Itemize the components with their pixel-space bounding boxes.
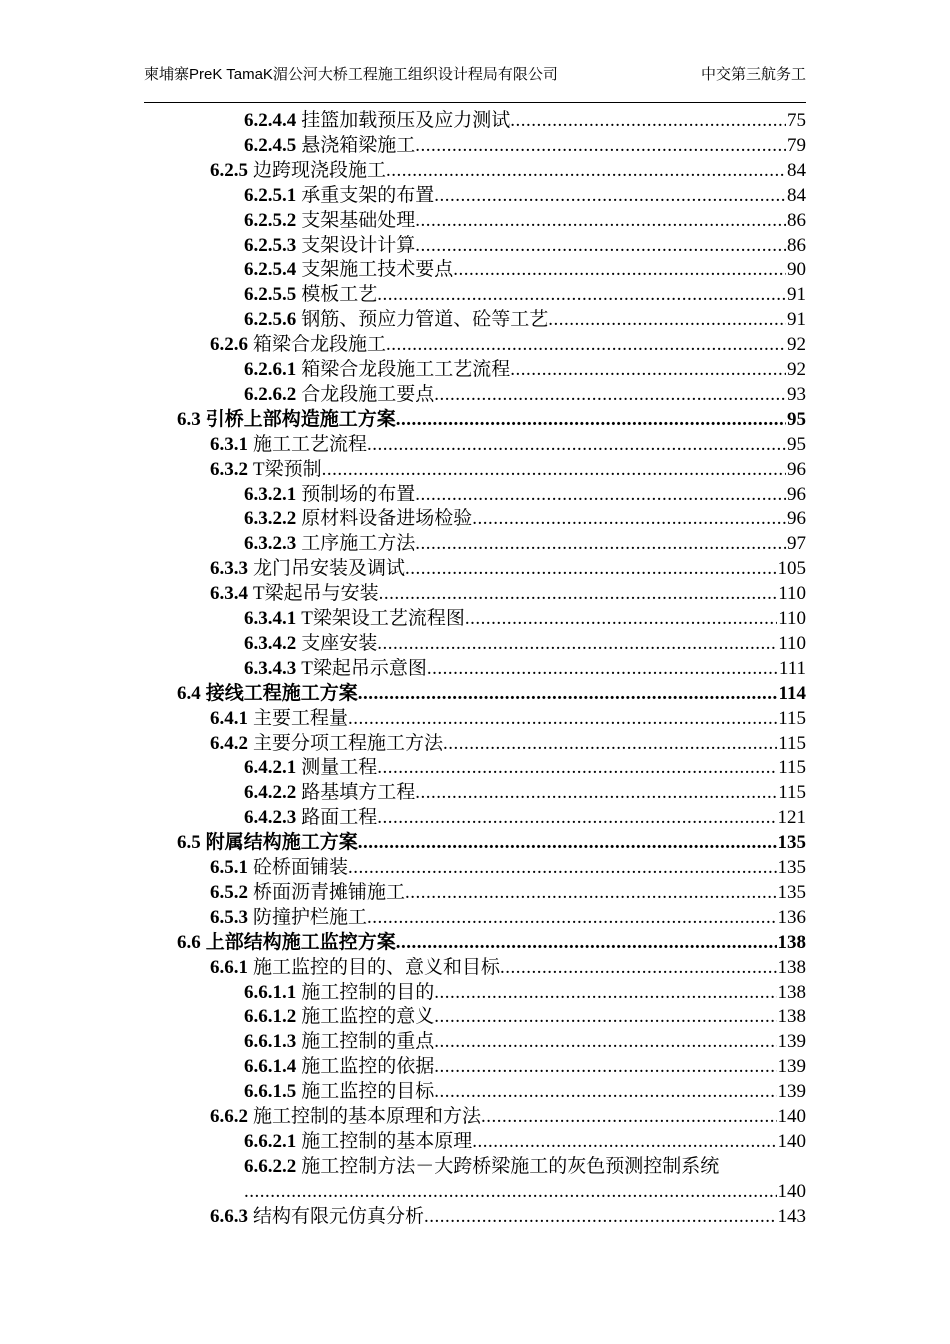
toc-entry-number: 6.5 [177, 832, 201, 854]
toc-entry-number: 6.6.1.4 [244, 1056, 297, 1078]
toc-entry-page-number: 86 [787, 209, 806, 231]
header-right-text: 中交第三航务工 [700, 66, 806, 83]
toc-entry-title: 桥面沥青摊铺施工 [253, 881, 406, 903]
dot-leader [548, 307, 786, 332]
dot-leader [348, 706, 777, 731]
toc-entry-number: 6.3.3 [210, 558, 248, 580]
dot-leader [405, 880, 776, 905]
dot-leader [377, 755, 777, 780]
toc-entry-title: 挂篮加载预压及应力测试 [301, 110, 511, 131]
dot-leader [434, 1054, 776, 1079]
toc-entry[interactable] [244, 606, 806, 631]
toc-entry-page-number: 135 [777, 857, 806, 878]
toc-entry[interactable] [244, 133, 806, 158]
dot-leader [358, 681, 778, 706]
toc-entry-number: 6.4.2.1 [244, 757, 297, 779]
toc-entry-number: 6.2.6 [210, 334, 248, 356]
toc-entry-page-number: 84 [787, 159, 806, 181]
dot-leader [367, 432, 786, 457]
toc-entry-title: 施工控制方法－大跨桥梁施工的灰色预测控制系统 [301, 1155, 720, 1177]
toc-entry[interactable] [244, 631, 806, 656]
toc-entry-page-number: 115 [778, 757, 806, 779]
toc-entry-page-number: 110 [778, 583, 806, 605]
toc-entry[interactable] [210, 457, 806, 482]
dot-leader [386, 158, 786, 183]
dot-leader [510, 357, 786, 382]
toc-entry-page-number: 138 [777, 931, 806, 953]
toc-entry[interactable] [210, 158, 806, 183]
toc-entry[interactable] [244, 307, 806, 332]
dot-leader [415, 780, 777, 805]
toc-entry-page-number: 110 [778, 608, 806, 629]
toc-entry-number: 6.6.1.2 [244, 1006, 297, 1028]
toc-entry-number: 6.3.2 [210, 458, 248, 480]
toc-entry-page-number: 95 [787, 433, 806, 455]
toc-entry-page-number: 138 [777, 1006, 806, 1028]
dot-leader [415, 482, 786, 507]
toc-entry-page-number: 140 [777, 1180, 806, 1202]
toc-entry-number: 6.3.2.1 [244, 483, 297, 505]
toc-entry-title: 路面工程 [301, 807, 378, 829]
dot-leader [434, 1004, 776, 1029]
toc-entry-title: 工序施工方法 [301, 533, 416, 555]
toc-entry-title: 结构有限元仿真分析 [253, 1205, 425, 1227]
toc-entry-number: 6.3.1 [210, 433, 248, 455]
toc-entry[interactable] [244, 531, 806, 556]
toc-entry[interactable] [244, 780, 806, 805]
toc-entry-number: 6.3.2.2 [244, 508, 297, 530]
toc-entry-number: 6.2.5.3 [244, 234, 297, 256]
toc-entry-title: 施工控制的基本原理和方法 [253, 1106, 482, 1127]
toc-entry-title: 悬浇箱梁施工 [301, 134, 416, 156]
toc-entry-page-number: 110 [778, 632, 806, 654]
toc-entry-title: 施工监控的依据 [301, 1056, 435, 1078]
toc-entry[interactable] [177, 930, 806, 955]
toc-entry[interactable] [210, 731, 806, 756]
toc-entry[interactable] [210, 432, 806, 457]
dot-leader [396, 407, 786, 432]
dot-leader [244, 1179, 777, 1204]
dot-leader [434, 183, 786, 208]
toc-entry-page-number: 92 [787, 359, 806, 380]
toc-entry[interactable] [244, 1129, 806, 1154]
toc-entry-number: 6.2.5 [210, 159, 248, 181]
toc-entry[interactable] [244, 382, 806, 407]
toc-entry-title: 模板工艺 [301, 284, 378, 306]
dot-leader [379, 581, 778, 606]
toc-entry-number: 6.3.4 [210, 583, 248, 605]
toc-entry-title: 接线工程施工方案 [205, 682, 358, 704]
toc-entry-number: 6.2.5.4 [244, 259, 297, 281]
dot-leader [500, 955, 776, 980]
header-left-text: 柬埔寨PreK TamaK湄公河大桥工程施工组织设计程局有限公司 [144, 66, 558, 83]
toc-entry-number: 6.6.1.3 [244, 1031, 297, 1053]
toc-entry-number: 6.3 [177, 408, 201, 430]
toc-entry-number: 6.2.5.6 [244, 309, 297, 331]
dot-leader [434, 382, 786, 407]
toc-entry-page-number: 115 [778, 732, 806, 754]
toc-entry-title: 施工工艺流程 [253, 433, 368, 455]
toc-entry-title: 附属结构施工方案 [205, 832, 358, 854]
toc-entry-title: 引桥上部构造施工方案 [205, 408, 396, 430]
toc-entry[interactable] [244, 755, 806, 780]
toc-entry-title: 施工控制的重点 [301, 1031, 435, 1053]
toc-entry-page-number: 135 [777, 881, 806, 903]
toc-entry-page-number: 75 [787, 110, 806, 131]
toc-entry[interactable] [244, 183, 806, 208]
toc-entry[interactable] [244, 1079, 806, 1104]
toc-entry-title: 上部结构施工监控方案 [205, 931, 396, 953]
toc-entry-number: 6.5.3 [210, 906, 248, 928]
toc-entry-page-number: 136 [777, 906, 806, 928]
dot-leader [415, 208, 786, 233]
toc-entry-title: 砼桥面铺装 [253, 857, 349, 878]
toc-entry-number: 6.6.2.1 [244, 1130, 297, 1152]
toc-entry-number: 6.6.2.2 [244, 1155, 297, 1177]
toc-entry-page-number: 140 [777, 1106, 806, 1127]
toc-entry-title: T梁起吊示意图 [301, 657, 427, 679]
toc-entry-number: 6.2.6.2 [244, 383, 297, 405]
toc-entry[interactable] [244, 1004, 806, 1029]
dot-leader [405, 556, 776, 581]
dot-leader [427, 656, 778, 681]
toc-entry[interactable] [244, 805, 806, 830]
toc-entry-title: 防撞护栏施工 [253, 906, 368, 928]
header-divider [144, 102, 806, 103]
toc-entry-title: 预制场的布置 [301, 483, 416, 505]
toc-entry-page-number: 93 [787, 383, 806, 405]
toc-entry-number: 6.6.3 [210, 1205, 248, 1227]
toc-entry[interactable] [210, 332, 806, 357]
toc-entry-page-number: 86 [787, 234, 806, 256]
toc-entry-title: T梁起吊与安装 [253, 583, 379, 605]
toc-entry-title: 承重支架的布置 [301, 184, 435, 206]
toc-entry-page-number: 95 [787, 408, 806, 430]
dot-leader [434, 1079, 776, 1104]
toc-entry-continuation[interactable] [244, 1179, 806, 1204]
dot-leader [386, 332, 786, 357]
dot-leader [367, 905, 776, 930]
toc-entry-page-number: 115 [778, 707, 806, 729]
toc-entry-number: 6.2.4.5 [244, 134, 297, 156]
dot-leader [465, 606, 777, 631]
toc-entry-page-number: 96 [787, 458, 806, 480]
toc-entry-title: 龙门吊安装及调试 [253, 558, 406, 580]
toc-entry-title: 支座安装 [301, 632, 378, 654]
toc-entry-number: 6.2.4.4 [244, 110, 297, 131]
toc-entry-page-number: 138 [777, 981, 806, 1003]
toc-entry-number: 6.3.4.3 [244, 657, 297, 679]
toc-entry-number: 6.6.1 [210, 956, 248, 978]
toc-entry-number: 6.6.2 [210, 1106, 248, 1127]
toc-entry[interactable] [244, 257, 806, 282]
toc-entry-page-number: 135 [777, 832, 806, 854]
toc-entry-number: 6.4 [177, 682, 201, 704]
toc-entry-page-number: 140 [777, 1130, 806, 1152]
toc-entry-title: T梁预制 [253, 458, 322, 480]
toc-entry-title: 边跨现浇段施工 [253, 159, 387, 181]
dot-leader [472, 1129, 776, 1154]
dot-leader [358, 830, 777, 855]
toc-entry[interactable] [177, 830, 806, 855]
toc-entry-title: T梁架设工艺流程图 [301, 608, 465, 629]
toc-entry-number: 6.6.1.5 [244, 1081, 297, 1103]
dot-leader [348, 855, 776, 880]
toc-entry-page-number: 91 [787, 309, 806, 331]
toc-entry-title: 原材料设备进场检验 [301, 508, 473, 530]
dot-leader [453, 257, 786, 282]
toc-entry-page-number: 114 [778, 682, 806, 704]
toc-entry-number: 6.4.2 [210, 732, 248, 754]
toc-entry-title: 钢筋、预应力管道、砼等工艺 [301, 309, 549, 331]
toc-entry-page-number: 96 [787, 508, 806, 530]
toc-entry-title: 施工监控的意义 [301, 1006, 435, 1028]
toc-entry[interactable] [244, 980, 806, 1005]
toc-entry[interactable] [244, 1029, 806, 1054]
toc-entry-title: 主要分项工程施工方法 [253, 732, 444, 754]
toc-entry-number: 6.4.2.3 [244, 807, 297, 829]
toc-entry-title: 路基填方工程 [301, 782, 416, 804]
toc-entry[interactable] [210, 1204, 806, 1229]
toc-entry-title: 测量工程 [301, 757, 378, 779]
toc-entry[interactable] [210, 905, 806, 930]
dot-leader [377, 282, 786, 307]
dot-leader [481, 1104, 776, 1129]
toc-entry[interactable] [210, 955, 806, 980]
toc-entry-number: 6.3.4.1 [244, 608, 297, 629]
toc-entry-page-number: 138 [777, 956, 806, 978]
toc-entry[interactable] [210, 855, 806, 880]
toc-entry-number: 6.3.4.2 [244, 632, 297, 654]
toc-entry-number: 6.5.2 [210, 881, 248, 903]
dot-leader [377, 805, 776, 830]
toc-entry-page-number: 79 [787, 134, 806, 156]
toc-entry[interactable] [244, 282, 806, 307]
toc-entry[interactable] [244, 506, 806, 531]
dot-leader [322, 457, 786, 482]
toc-entry-number: 6.2.5.1 [244, 184, 297, 206]
toc-entry-page-number: 139 [777, 1081, 806, 1103]
dot-leader [415, 133, 786, 158]
toc-entry-title: 施工监控的目标 [301, 1081, 435, 1103]
dot-leader [396, 930, 777, 955]
dot-leader [415, 531, 786, 556]
toc-entry-page-number: 115 [778, 782, 806, 804]
toc-entry[interactable] [210, 880, 806, 905]
toc-entry-title: 箱梁合龙段施工 [253, 334, 387, 356]
toc-entry-number: 6.2.6.1 [244, 359, 297, 380]
dot-leader [443, 731, 777, 756]
toc-entry-number: 6.3.2.3 [244, 533, 297, 555]
toc-entry[interactable] [177, 681, 806, 706]
toc-entry-page-number: 97 [787, 533, 806, 555]
toc-entry-number: 6.6 [177, 931, 201, 953]
dot-leader [415, 233, 786, 258]
toc-entry-page-number: 139 [777, 1031, 806, 1053]
dot-leader [377, 631, 777, 656]
toc-entry[interactable] [177, 407, 806, 432]
toc-entry-page-number: 91 [787, 284, 806, 306]
toc-entry-title: 施工监控的目的、意义和目标 [253, 956, 501, 978]
toc-entry-title: 支架设计计算 [301, 234, 416, 256]
toc-entry-number: 6.2.5.5 [244, 284, 297, 306]
dot-leader [434, 980, 776, 1005]
toc-entry[interactable] [244, 108, 806, 133]
toc-entry[interactable] [210, 581, 806, 606]
toc-entry-title: 箱梁合龙段施工工艺流程 [301, 359, 511, 380]
toc-entry-number: 6.4.1 [210, 707, 248, 729]
toc-entry-title: 施工控制的目的 [301, 981, 435, 1003]
toc-entry-number: 6.5.1 [210, 857, 248, 878]
toc-entry-page-number: 96 [787, 483, 806, 505]
toc-entry-number: 6.6.1.1 [244, 981, 297, 1003]
toc-entry-title: 支架施工技术要点 [301, 259, 454, 281]
toc-entry-title: 支架基础处理 [301, 209, 416, 231]
toc-entry-title: 施工控制的基本原理 [301, 1130, 473, 1152]
toc-entry-page-number: 121 [777, 807, 806, 829]
toc-entry-page-number: 111 [778, 657, 806, 679]
toc-entry[interactable] [210, 1104, 806, 1129]
toc-entry-number: 6.4.2.2 [244, 782, 297, 804]
toc-entry[interactable] [244, 233, 806, 258]
toc-entry-number: 6.2.5.2 [244, 209, 297, 231]
toc-entry[interactable] [210, 556, 806, 581]
toc-entry[interactable] [244, 208, 806, 233]
dot-leader [424, 1204, 776, 1229]
toc-entry[interactable] [244, 1154, 806, 1179]
toc-entry[interactable] [244, 656, 806, 681]
toc-entry[interactable] [244, 357, 806, 382]
toc-entry-page-number: 105 [777, 558, 806, 580]
toc-entry-title: 合龙段施工要点 [301, 383, 435, 405]
toc-entry-page-number: 84 [787, 184, 806, 206]
toc-entry-page-number: 139 [777, 1056, 806, 1078]
toc-entry-page-number: 92 [787, 334, 806, 356]
toc-entry[interactable] [244, 482, 806, 507]
toc-entry-page-number: 90 [787, 259, 806, 281]
toc-entry[interactable] [244, 1054, 806, 1079]
toc-entry-page-number: 143 [777, 1205, 806, 1227]
dot-leader [510, 108, 786, 133]
dot-leader [434, 1029, 776, 1054]
toc-entry[interactable] [210, 706, 806, 731]
dot-leader [472, 506, 786, 531]
toc-entry-title: 主要工程量 [253, 707, 349, 729]
